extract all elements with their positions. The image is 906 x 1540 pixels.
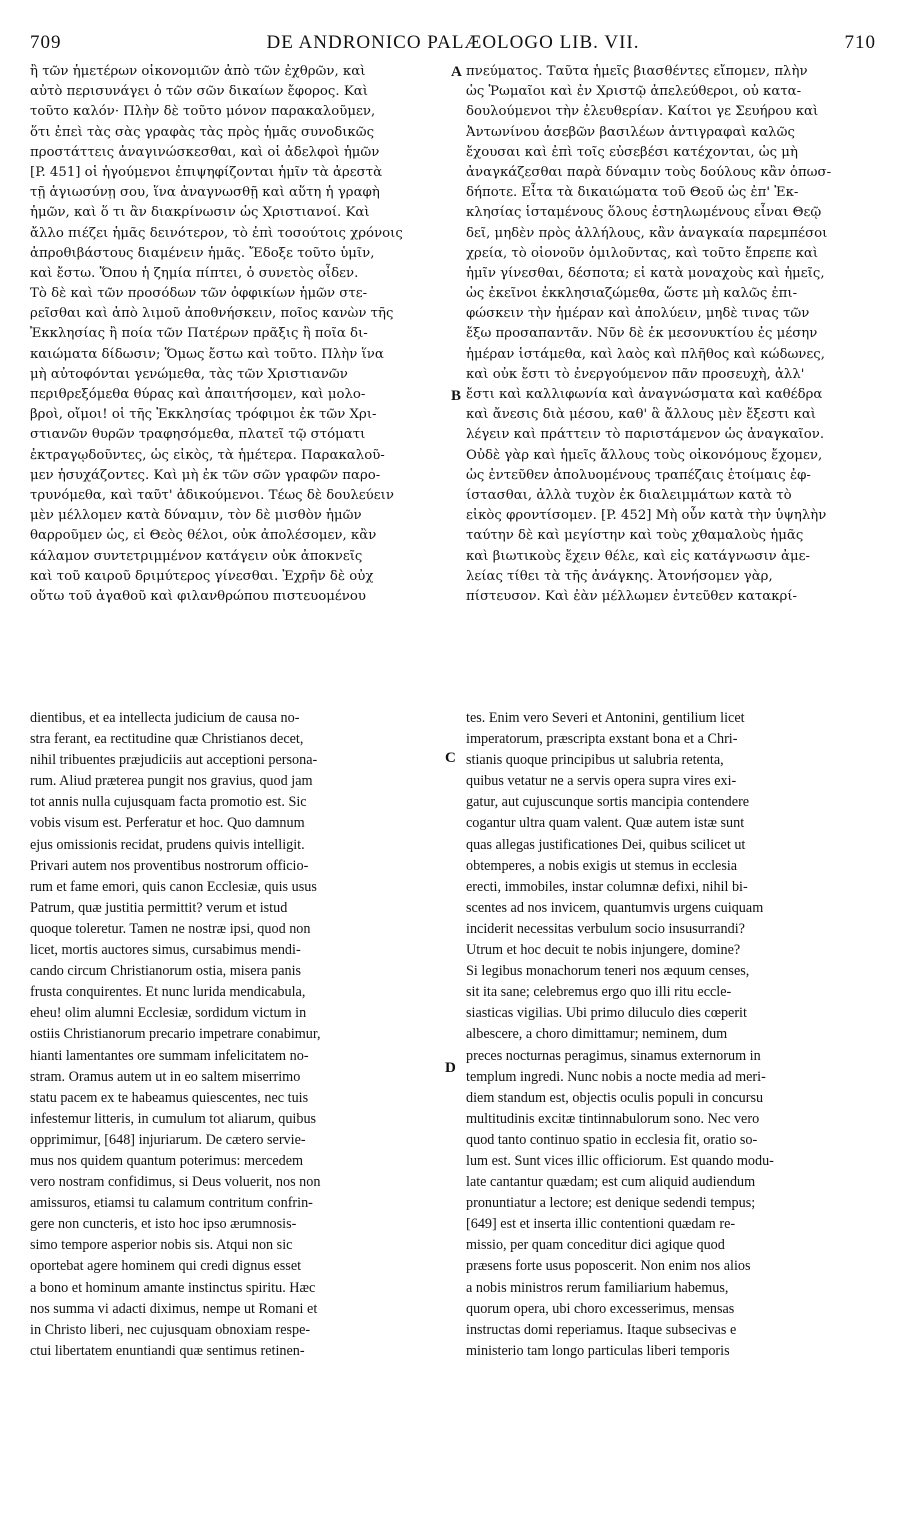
text-line: hianti lamentantes ore summam infelicitatem no- (30, 1047, 309, 1064)
text-line: albescere, a choro dimittamur; neminem, dum (466, 1026, 728, 1043)
text-line: a nobis ministros rerum familiarium habemus, (466, 1279, 729, 1296)
text-line: ἔστι καὶ καλλιφωνία καὶ ἀναγνώσματα καὶ καθέδρα (466, 387, 823, 402)
text-line: quorum opera, ubi choro excesserimus, mensas (466, 1300, 735, 1317)
text-line: βροὶ, οἴμοι! οἱ τῆς Ἐκκλησίας τρόφιμοι ἐκ τῶν Χρι- (30, 407, 377, 423)
text-line: ministerio tam longo particulas liberi temporis (466, 1342, 730, 1359)
latin-column-right (466, 708, 878, 1362)
text-line: καιώματα δίδωσιν; Ὅμως ἔστω καὶ τοῦτο. Πλὴν ἵνα (30, 346, 384, 362)
text-line: ἀναγκάζεσθαι παρὰ δύναμιν τοὺς δούλους κἂν ὁπωσ- (466, 164, 832, 180)
text-line: καὶ ἄνεσις διὰ μέσου, καθ' ἃ ἄλλους μὲν ἔξεστι καὶ (466, 407, 817, 423)
text-line: ὡς Ῥωμαῖοι καὶ ἐν Χριστῷ ἀπελεύθεροι, οὐ κατα- (466, 84, 802, 100)
text-line: Utrum et hoc decuit te nobis injungere, domine? (466, 942, 741, 959)
text-line: ἔχουσαι καὶ ἐπὶ τοῖς εὐσεβέσι κατέχονται, ὡς μὴ (466, 144, 798, 160)
text-line: ἄλλο πιέζει ἡμᾶς δεινότερον, τὸ ἐπὶ τοσούτοις χρόνοις (30, 225, 403, 241)
text-line: quibus vetatur ne a servis opera supra vires exi- (466, 773, 737, 790)
text-line: late cantantur quædam; est cum aliquid audiendum (466, 1174, 756, 1191)
text-line: obtemperes, a nobis exigis ut stemus in ecclesia (466, 857, 738, 874)
running-title: DE ANDRONICO PALÆOLOGO LIB. VII. (266, 32, 640, 53)
text-line: ὡς ἐντεῦθεν ἀπολυομένους τραπέζαις ἑτοίμαις ἐφ- (466, 467, 811, 483)
text-line: stra ferant, ea rectitudine quæ Christianos decet, (30, 731, 304, 748)
text-line: ἡμῖν γίνεσθαι, δέσποτα; εἰ κατὰ μοναχοὺς καὶ ἡμεῖς, (466, 265, 825, 281)
text-line: stram. Oramus autem ut in eo saltem miserrimo (30, 1068, 301, 1085)
text-line: καὶ τοῦ καιροῦ δριμύτερος γίνεσθαι. Ἐχρῆν δὲ οὐχ (30, 568, 374, 584)
text-line: erecti, immobiles, instar columnæ defixi, nihil bi- (466, 878, 748, 895)
text-line: licet, mortis auctores simus, cursabimus mendi- (30, 942, 301, 959)
text-line: in Christo liberi, nec cujusquam obnoxiam respe- (30, 1321, 311, 1338)
text-line: scentes ad nos invicem, quantumvis urgens cuiquam (466, 899, 764, 916)
text-line: πνεύματος. Ταῦτα ἡμεῖς βιασθέντες εἴπομεν, πλὴν (466, 64, 808, 79)
text-line: tot annis nulla cujusquam facta promotio est. Sic (30, 794, 307, 811)
text-line: a bono et hominum amante instinctus spiritu. Hæc (30, 1279, 316, 1296)
text-line: cogantur ultra quam valent. Quæ autem istæ sunt (466, 815, 745, 832)
page-number-right: 710 (844, 32, 876, 53)
text-line: ίστασθαι, ἀλλὰ τυχὸν ἐκ διαλειμμάτων κατὰ τὸ (466, 487, 792, 503)
text-line: φώσκειν τὴν ἡμέραν καὶ ἀπολύειν, μηδὲ τινας τῶν (466, 306, 810, 322)
text-line: Οὐδὲ γὰρ καὶ ἡμεῖς ἄλλους τοὺς οἰκονόμους ἔχομεν, (466, 447, 823, 463)
text-line: λέγειν καὶ πράττειν τὸ παριστάμενον ὡς ἀναγκαῖον. (466, 427, 825, 443)
text-line: τοῦτο καλόν· Πλὴν δὲ τοῦτο μόνον παρακαλοῦμεν, (30, 104, 376, 120)
text-line: Patrum, quæ justitia permittit? verum et istud (30, 899, 288, 916)
text-line: [649] est et inserta illic contentioni quædam re- (466, 1216, 736, 1233)
text-line: κάλαμον συντετριμμένον κατάγειν οὐκ ἀποκνεῖς (30, 548, 363, 564)
text-line: ἐκτραγῳδοῦντες, ὡς εἰκὸς, τὰ ἡμέτερα. Παρακαλοῦ- (30, 447, 385, 463)
text-line: ἔξω προσαπαντᾶν. Νῦν δὲ ἐκ μεσονυκτίου ἐς μέσην (466, 326, 818, 342)
text-line: tes. Enim vero Severi et Antonini, gentilium licet (466, 710, 745, 726)
text-line: quod tanto continuo spatio in ecclesia fit, oratio so- (466, 1131, 758, 1148)
text-line: dientibus, et ea intellecta judicium de causa no- (30, 710, 300, 726)
text-line: pronuntiatur a lectore; est denique sedendi tempus; (466, 1195, 756, 1212)
text-line: προστάττεις ἀναγινώσκεσθαι, καὶ οἱ ἀδελφοὶ ἡμῶν (30, 144, 380, 160)
text-line: ρεῖσθαι καὶ ἀπὸ λιμοῦ ἀποθνήσκειν, ποῖος κανὼν τῆς (30, 306, 394, 322)
section-marker-c: C (445, 750, 456, 766)
page-number-left: 709 (30, 32, 62, 53)
section-marker-a: A (451, 64, 462, 80)
text-line: ἡμέραν ἱστάμεθα, καὶ λαὸς καὶ πλῆθος καὶ κώδωνες, (466, 346, 825, 362)
text-line: ejus omissionis recidat, prudens quivis intelligit. (30, 836, 305, 853)
text-line: rum. Aliud præterea pungit nos gravius, quod jam (30, 773, 313, 790)
text-line: λείας τίθει τὰ τῆς ἀνάγκης. Ἀτονήσομεν γὰρ, (466, 568, 773, 584)
text-line: οὕτω τοῦ ἀγαθοῦ καὶ φιλανθρώπου πιστευομένου (30, 588, 366, 604)
text-line: δεῖ, μηδὲν πρὸς ἀλλήλους, κἂν ἀναγκαία παρεμπέσοι (466, 225, 828, 241)
text-line: eheu! olim alumni Ecclesiæ, sordidum victum in (30, 1005, 307, 1022)
text-line: δήποτε. Εἶτα τὰ δικαιώματα τοῦ Θεοῦ ὡς ἐπ' Ἐκ- (466, 185, 799, 201)
text-line: statu pacem ex te habeamus quiescentes, nec tuis (30, 1089, 309, 1106)
text-line: amissuros, etiamsi tu calamum contritum confrin- (30, 1195, 313, 1212)
text-line: [P. 451] οἱ ἡγούμενοι ἐπιψηφίζονται ἡμῖν τὰ ἀρεστὰ (30, 164, 383, 180)
text-line: Τὸ δὲ καὶ τῶν προσόδων τῶν ὀφφικίων ἡμῶν στε- (30, 286, 368, 302)
text-line: αὐτὸ περισυνάγει ὁ τῶν σῶν δικαίων ἔφορος. Καὶ (30, 84, 368, 100)
text-line: præsens forte usus poposcerit. Non enim nos alios (466, 1258, 751, 1275)
text-line: nihil tribuentes præjudiciis aut acceptioni persona- (30, 752, 318, 769)
text-line: τῇ ἁγιωσύνῃ σου, ἵνα ἀναγνωσθῇ καὶ αὕτη ἡ γραφὴ (30, 185, 380, 201)
text-line: opprimimur, [648] injuriarum. De cætero servie- (30, 1131, 306, 1148)
text-line: Privari autem nos proventibus nostrorum officio- (30, 857, 309, 874)
text-line: simo tempore asperior nobis sis. Atqui non sic (30, 1237, 293, 1254)
text-line: oportebat agere hominem qui credi dignus esset (30, 1258, 302, 1275)
text-line: στιανῶν θυρῶν τραφησόμεθα, πλατεῖ τῷ στόματι (30, 427, 366, 443)
text-line: preces nocturnas peragimus, sinamus externorum in (466, 1047, 761, 1064)
text-line: inciderit necessitas verbulum socio insusurrandi? (466, 920, 745, 937)
text-line: gatur, aut cujuscunque sortis mancipia contendere (466, 794, 750, 811)
text-line: κλησίας ἱσταμένους ὅλους ἐστηλωμένους εἶναι Θεῷ (466, 205, 822, 221)
text-line: stianis quoque principibus ut salubria retenta, (466, 752, 724, 769)
text-line: ὡς ἐκεῖνοι ἐκκλησιαζώμεθα, ὥστε μὴ καλῶς ἐπι- (466, 286, 798, 302)
text-line: μὴ αὐτοφόνται γενώμεθα, τὰς τῶν Χριστιανῶν (30, 366, 348, 382)
text-line: καὶ βιωτικοὺς ἔχειν θέλε, καὶ εἰς κατάγνωσιν ἀμε- (466, 548, 810, 564)
text-line: siasticas vigilias. Ubi primo diluculo dies cœperit (466, 1005, 747, 1022)
text-line: ταύτην δὲ καὶ μεγίστην καὶ τοὺς χθαμαλοὺς ἡμᾶς (466, 528, 804, 544)
text-line: quoque toleretur. Tamen ne nostræ ipsi, quod non (30, 920, 311, 937)
text-line: τρυνόμεθα, καὶ ταῦτ' ἀδικούμενοι. Τέως δὲ δουλεύειν (30, 487, 394, 503)
section-marker-b: B (451, 388, 462, 404)
text-line: rum et fame emori, quis canon Ecclesiæ, quis usus (30, 878, 317, 895)
text-line: μεν ἡσυχάζοντες. Καὶ μὴ ἐκ τῶν σῶν γραφῶν παρο- (30, 467, 381, 483)
text-line: imperatorum, præscripta exstant bona et a Chri- (466, 731, 738, 748)
text-line: Ἐκκλησίας ἢ ποία τῶν Πατέρων πρᾶξις ἢ ποῖα δι- (30, 326, 368, 342)
text-line: ὅτι ἐπεὶ τὰς σὰς γραφὰς τὰς πρὸς ἡμᾶς συνοδικῶς (30, 124, 375, 140)
text-line: sit ita sane; celebremus ergo quo illi ritu eccle- (466, 984, 732, 1001)
text-line: μὲν μέλλομεν κατὰ δύναμιν, τὸν δὲ μισθὸν ἡμῶν (30, 508, 362, 524)
text-line: ἡμῶν, καὶ ὅ τι ἂν διακρίνωσιν ὡς Χριστιανοί. Καὶ (30, 205, 370, 221)
text-line: εἰκὸς φροντίσομεν. [P. 452] Μὴ οὖν κατὰ τὴν ὑψηλὴν (466, 508, 827, 524)
text-line: περιθρεξόμεθα θύρας καὶ ἀπαιτήσομεν, καὶ μολο- (30, 387, 366, 402)
text-line: gere non cuncteris, et isto hoc ipso ærumnosis- (30, 1216, 297, 1233)
text-line: ἀπροθιβάστους διαμένειν ἡμᾶς. Ἔδοξε τοῦτο ὑμῖν, (30, 245, 375, 261)
text-line: missio, per quam conceditur dici agique quod (466, 1237, 725, 1254)
text-line: θαρροῦμεν ὡς, εἰ Θεὸς θέλοι, οὐκ ἀπολέσομεν, κἂν (30, 528, 377, 544)
text-line: instructas domi reperiamus. Itaque subsecivas e (466, 1321, 737, 1338)
greek-column-right (466, 62, 878, 607)
text-line: ἢ τῶν ἡμετέρων οἰκονομιῶν ἀπὸ τῶν ἐχθρῶν, καὶ (30, 64, 366, 79)
text-line: χρεία, τὸ οἱονοῦν ὁμιλοῦντας, καὶ τοῦτο ἔπρεπε καὶ (466, 245, 819, 261)
section-marker-d: D (445, 1060, 456, 1076)
text-line: καὶ ἔστω. Ὅπου ἡ ζημία πίπτει, ὁ συνετὸς οἶδεν. (30, 265, 359, 281)
greek-column-left (30, 62, 448, 607)
text-line: quas allegas justificationes Dei, quibus scilicet ut (466, 836, 746, 853)
text-line: Si legibus monachorum teneri nos æquum censes, (466, 963, 750, 980)
text-line: templum ingredi. Nunc nobis a nocte media ad meri- (466, 1068, 766, 1085)
text-line: πίστευσον. Καὶ ἐὰν μέλλωμεν ἐντεῦθεν κατακρί- (466, 588, 798, 604)
text-line: δουλούμενοι τὴν ἐλευθερίαν. Καίτοι γε Σευήρου καὶ (466, 104, 819, 120)
text-line: vero nostram confidimus, si Deus voluerit, nos non (30, 1174, 321, 1191)
text-line: vobis visum est. Perferatur et hoc. Quo damnum (30, 815, 305, 832)
text-line: καὶ οὐκ ἔστι τὸ ἐνεργούμενον πᾶν προσευχὴ, ἀλλ' (466, 366, 805, 382)
running-header (30, 32, 876, 58)
text-line: ctui libertatem enuntiandi quæ sentimus retinen- (30, 1342, 305, 1359)
text-line: ostiis Christianorum precario impetrare conabimur, (30, 1026, 321, 1043)
text-line: frusta conquirentes. Et nunc lurida mendicabula, (30, 984, 306, 1001)
text-line: nos summa vi adacti diximus, nempe ut Romani et (30, 1300, 318, 1317)
text-line: mus nos quidem quantum poterimus: mercedem (30, 1152, 304, 1169)
text-line: diem standum est, objectis oculis populi in concursu (466, 1089, 764, 1106)
text-line: cando circum Christianorum ostia, misera panis (30, 963, 302, 980)
text-line: Ἀντωνίνου ἀσεβῶν βασιλέων ἀντιγραφαὶ καλῶς (466, 124, 795, 140)
latin-column-left (30, 708, 442, 1362)
text-line: lum est. Sunt vices illic officiorum. Est quando modu- (466, 1152, 774, 1169)
text-line: infestemur litteris, in cumulum tot aliarum, quibus (30, 1110, 317, 1127)
text-line: multitudinis excitæ tintinnabulorum sono. Nec vero (466, 1110, 760, 1127)
